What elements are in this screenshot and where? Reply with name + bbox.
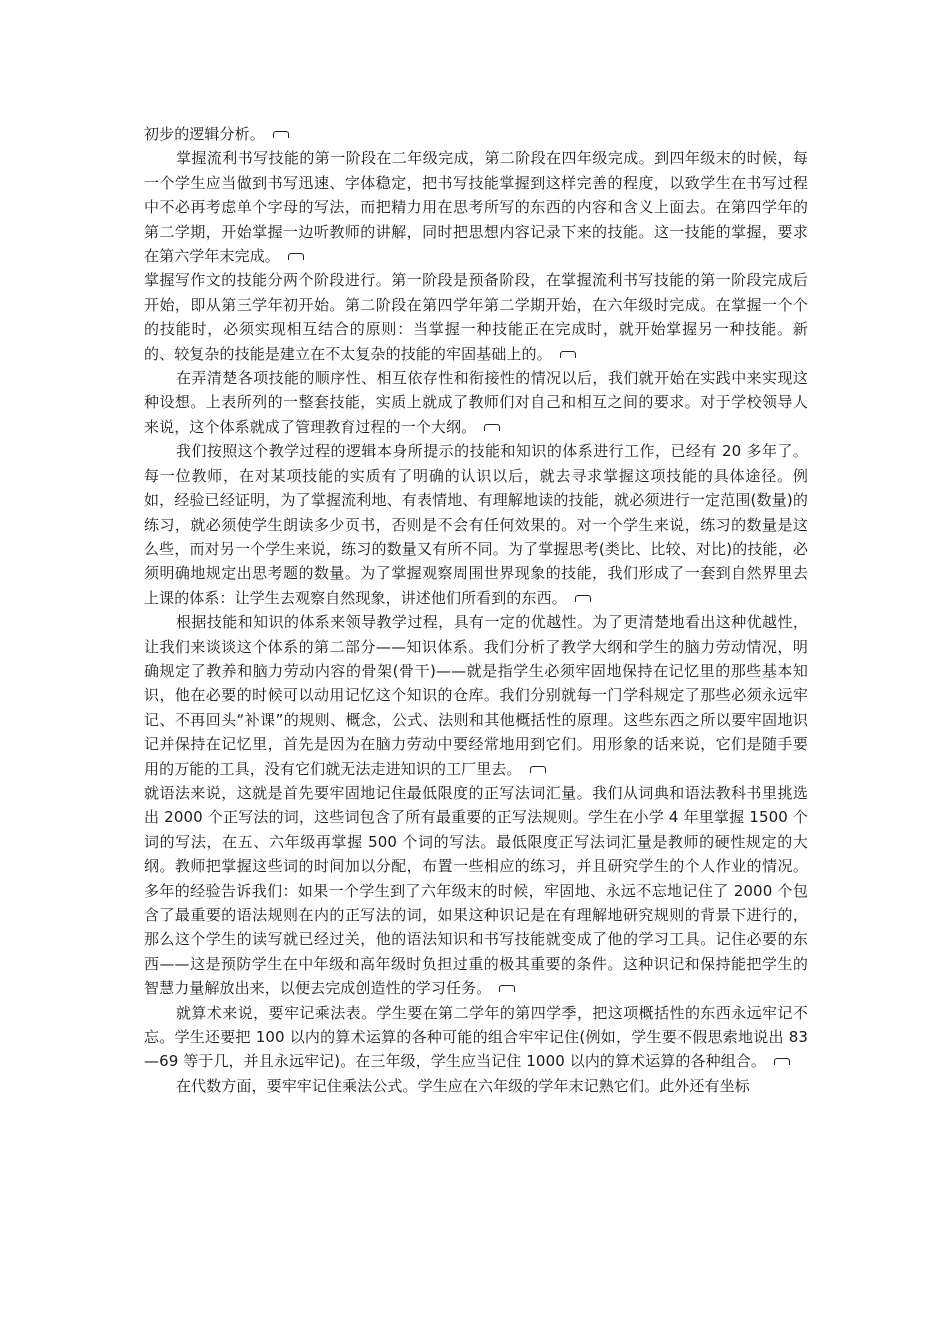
paragraph-9-text: 在代数方面，要牢牢记住乘法公式。学生应在六年级的学年末记熟它们。此外还有坐标	[176, 1076, 750, 1095]
paragraph-5	[144, 439, 808, 610]
paragraph-3-text: 掌握写作文的技能分两个阶段进行。第一阶段是预备阶段，在掌握流利书写技能的第一阶段完成后开始，即从第三学年初开始。第二阶段在第四学年第二学期开始，在六年级时完成。在掌握一个个的技能时，必须实现相互结合的原则：当掌握一种技能正在完成时，就开始掌握另一种技能。新的、较复杂的技能是建立在不太复杂的技能的牢固基础上的。	[144, 271, 808, 363]
paragraph-1-text: 初步的逻辑分析。	[144, 125, 265, 143]
paragraph-4	[144, 366, 808, 439]
paragraph-9	[144, 1074, 808, 1098]
paragraph-mark-icon	[530, 766, 546, 773]
paragraph-mark-icon	[560, 351, 576, 358]
paragraph-mark-icon	[288, 253, 304, 260]
paragraph-8	[144, 1001, 808, 1074]
paragraph-mark-icon	[575, 595, 591, 602]
paragraph-7	[144, 781, 808, 1001]
paragraph-mark-icon	[484, 424, 500, 431]
paragraph-2	[144, 146, 808, 268]
paragraph-mark-icon	[774, 1058, 790, 1065]
paragraph-7-text: 就语法来说，这就是首先要牢固地记住最低限度的正写法词汇量。我们从词典和语法教科书里挑选出 2000 个正写法的词，这些词包含了所有最重要的正写法规则。学生在小学 4 年里掌握 1500 个词的写法，在五、六年级再掌握 500 个词的写法。最低限度正写法词汇量是教师的硬性规定的大纲。教师把掌握这些词的时间加以分配，布置一些相应的练习，并且研究学生的个人作业的情况。多年的经验告诉我们：如果一个学生到了六年级末的时候，牢固地、永远不忘地记住了 2000 个包含了最重要的语法规则在内的正写法的词，如果这种识记是在有理解地研究规则的背景下进行的，那么这个学生的读写就已经过关，他的语法知识和书写技能就变成了他的学习工具。记住必要的东西——这是预防学生在中年级和高年级时负担过重的极其重要的条件。这种识记和保持能把学生的智慧力量解放出来，以便去完成创造性的学习任务。	[144, 783, 808, 998]
paragraph-6	[144, 610, 808, 781]
paragraph-1	[144, 122, 808, 146]
paragraph-mark-icon	[499, 985, 515, 992]
paragraph-5-text: 我们按照这个教学过程的逻辑本身所提示的技能和知识的体系进行工作，已经有 20 多年了。每一位教师，在对某项技能的实质有了明确的认识以后，就去寻求掌握这项技能的具体途径。例如，经验已经证明，为了掌握流利地、有表情地、有理解地读的技能，就必须进行一定范围(数量)的练习，就必须使学生朗读多少页书，否则是不会有任何效果的。对一个学生来说，练习的数量是这么些，而对另一个学生来说，练习的数量又有所不同。为了掌握思考(类比、比较、对比)的技能，必须明确地规定出思考题的数量。为了掌握观察周围世界现象的技能，我们形成了一套到自然界里去上课的体系：让学生去观察自然现象，讲述他们所看到的东西。	[144, 442, 808, 607]
paragraph-4-text: 在弄清楚各项技能的顺序性、相互依存性和衔接性的情况以后，我们就开始在实践中来实现这种设想。上表所列的一整套技能，实质上就成了教师们对自己和相互之间的要求。对于学校领导人来说，这个体系就成了管理教育过程的一个大纲。	[144, 369, 808, 436]
paragraph-mark-icon	[273, 131, 289, 138]
paragraph-3	[144, 268, 808, 366]
paragraph-2-text: 掌握流利书写技能的第一阶段在二年级完成，第二阶段在四年级完成。到四年级末的时候，每一个学生应当做到书写迅速、字体稳定，把书写技能掌握到这样完善的程度，以致学生在书写过程中不必再考虑单个字母的写法，而把精力用在思考所写的东西的内容和含义上面去。在第四学年的第二学期，开始掌握一边听教师的讲解，同时把思想内容记录下来的技能。这一技能的掌握，要求在第六学年末完成。	[144, 149, 808, 266]
paragraph-6-text: 根据技能和知识的体系来领导教学过程，具有一定的优越性。为了更清楚地看出这种优越性，让我们来谈谈这个体系的第二部分——知识体系。我们分析了教学大纲和学生的脑力劳动情况，明确规定了教养和脑力劳动内容的骨架(骨干)——就是指学生必须牢固地保持在记忆里的那些基本知识，他在必要的时候可以动用记忆这个知识的仓库。我们分别就每一门学科规定了那些必须永远牢记、不再回头“补课”的规则、概念，公式、法则和其他概括性的原理。这些东西之所以要牢固地识记并保持在记忆里，首先是因为在脑力劳动中要经常地用到它们。用形象的话来说，它们是随手要用的万能的工具，没有它们就无法走进知识的工厂里去。	[144, 613, 808, 778]
paragraph-8-text: 就算术来说，要牢记乘法表。学生要在第二学年的第四学季，把这项概括性的东西永远牢记不忘。学生还要把 100 以内的算术运算的各种可能的组合牢牢记住(例如，学生要不假思索地说出 83—69 等于几，并且永远牢记)。在三年级，学生应当记住 1000 以内的算术运算的各种组合。	[144, 1003, 808, 1071]
document-body	[144, 122, 808, 1098]
